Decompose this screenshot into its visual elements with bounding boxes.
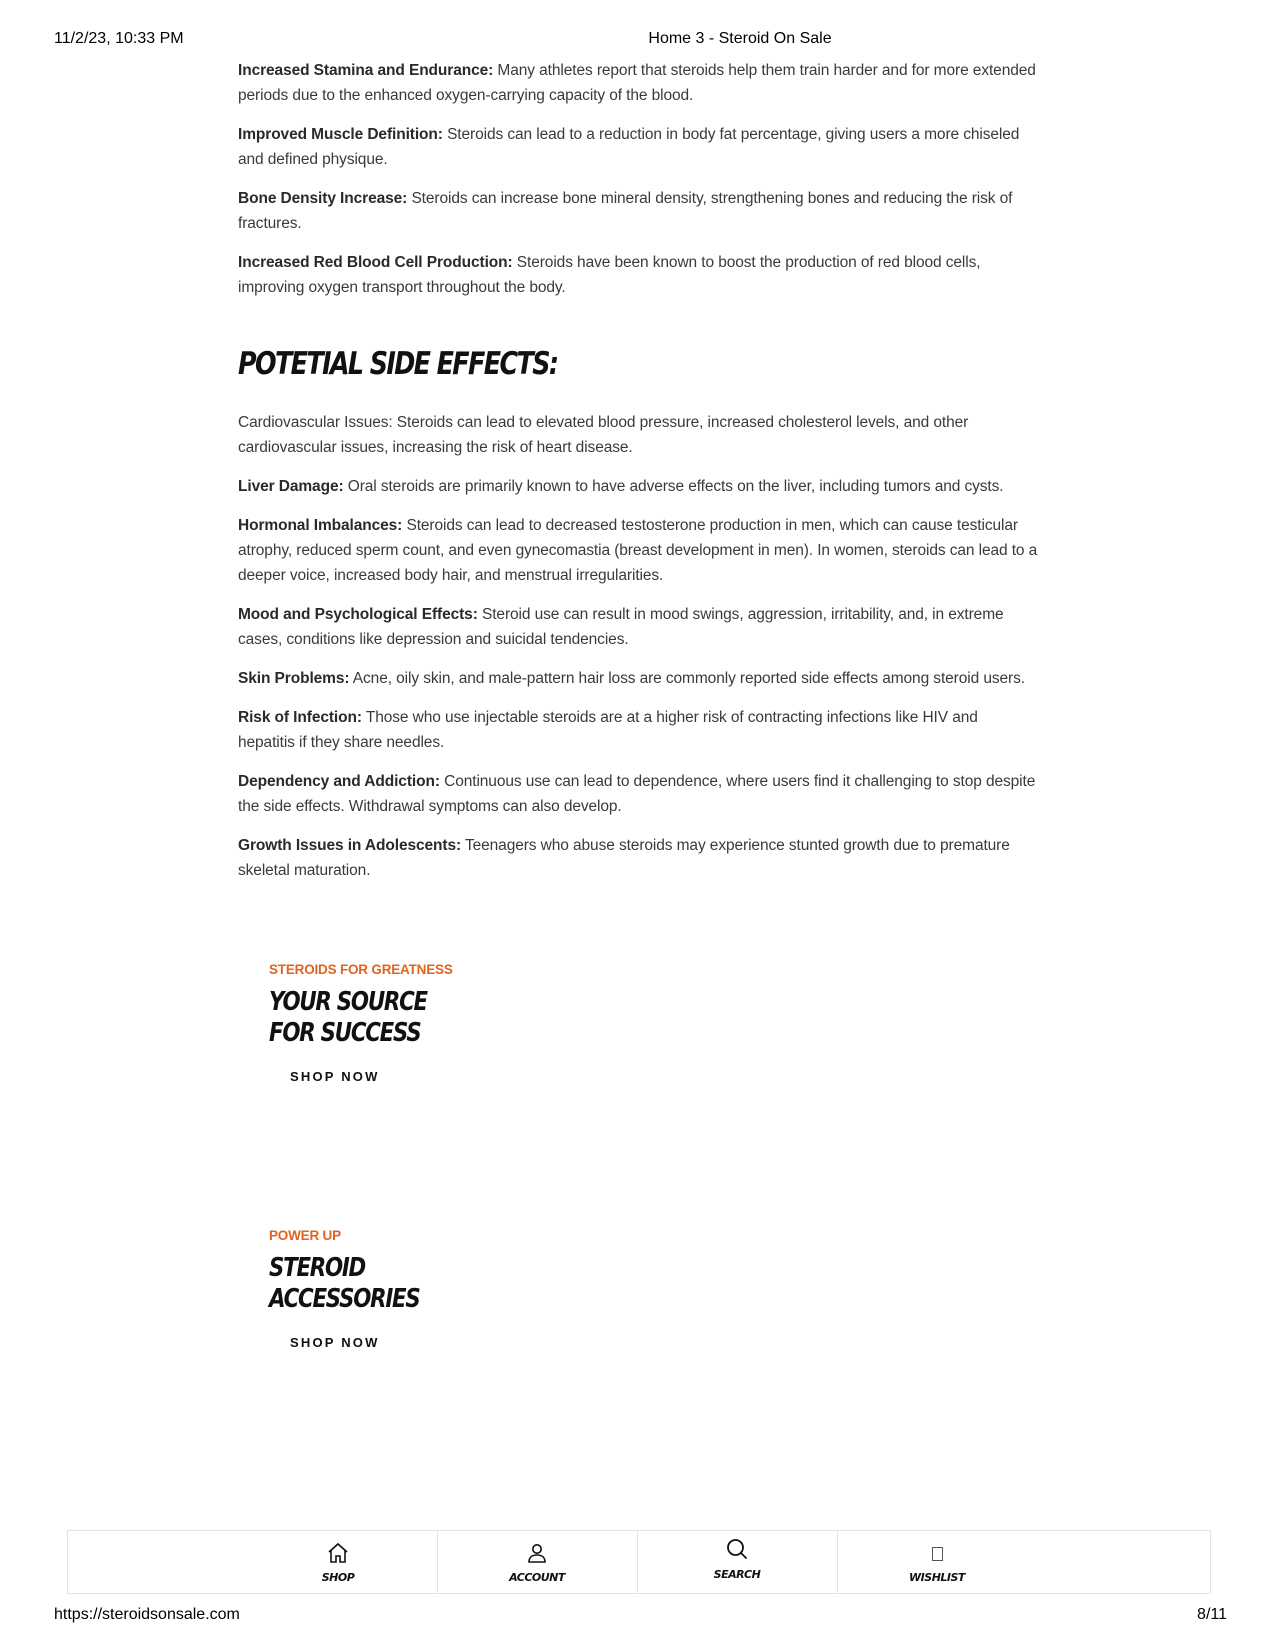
print-datetime: 11/2/23, 10:33 PM xyxy=(54,30,184,47)
side-effect-text: Teenagers who abuse steroids may experience stunted growth due to premature skeletal maturation. xyxy=(238,837,1010,879)
side-effect-text: Those who use injectable steroids are at a higher risk of contracting infections like HIV and hepatitis if they share needles. xyxy=(238,709,978,751)
side-effect-lead: Mood and Psychological Effects: xyxy=(238,606,478,623)
side-effect-lead: Growth Issues in Adolescents: xyxy=(238,837,462,854)
benefit-lead: Increased Red Blood Cell Production: xyxy=(238,254,513,271)
print-header xyxy=(0,30,1275,52)
nav-account[interactable] xyxy=(437,1531,638,1593)
promo-heading-line: STEROID xyxy=(269,1253,366,1283)
nav-label: ACCOUNT xyxy=(509,1571,565,1584)
benefit-item xyxy=(238,186,1038,236)
benefit-text: Steroids can lead to a reduction in body fat percentage, giving users a more chiseled and defined physique. xyxy=(238,126,1020,168)
promo-eyebrow: STEROIDS FOR GREATNESS xyxy=(269,962,453,977)
benefit-text: Many athletes report that steroids help them train harder and for more extended periods due to the enhanced oxygen-carrying capacity of the blood. xyxy=(238,62,1036,104)
side-effect-text: Acne, oily skin, and male-pattern hair loss are commonly reported side effects among steroid users. xyxy=(349,670,1025,687)
benefit-item xyxy=(238,122,1038,172)
nav-search[interactable] xyxy=(637,1531,838,1593)
side-effect-lead: Hormonal Imbalances: xyxy=(238,517,403,534)
promo-heading-line: ACCESSORIES xyxy=(269,1284,420,1314)
bottom-nav-bar xyxy=(67,1530,1211,1594)
benefit-text: Steroids have been known to boost the production of red blood cells, improving oxygen transport throughout the body. xyxy=(238,254,981,296)
shop-now-button[interactable]: SHOP NOW xyxy=(290,1069,380,1084)
benefit-lead: Increased Stamina and Endurance: xyxy=(238,62,494,79)
promo-heading xyxy=(269,987,427,1049)
benefit-lead: Improved Muscle Definition: xyxy=(238,126,443,143)
nav-label: SHOP xyxy=(321,1571,355,1584)
promo-eyebrow: POWER UP xyxy=(269,1228,341,1243)
article-content xyxy=(238,58,1038,897)
side-effect-text: Steroid use can result in mood swings, aggression, irritability, and, in extreme cases, conditions like depression and suicidal tendencies. xyxy=(238,606,1004,648)
side-effect-text: Steroids can lead to decreased testosterone production in men, which can cause testicular atrophy, reduced sperm count, and even gynecomastia (breast development in men). In women, steroids can lead to a deeper voice, increased body hair, and menstrual irregularities. xyxy=(238,517,1038,584)
nav-wishlist[interactable] xyxy=(837,1531,1037,1593)
benefit-item xyxy=(238,58,1038,108)
print-url: https://steroidsonsale.com xyxy=(54,1606,240,1623)
side-effect-lead: Risk of Infection: xyxy=(238,709,362,726)
missing-glyph-icon xyxy=(930,1543,944,1563)
promo-banner-success xyxy=(269,962,462,1086)
side-effect-item xyxy=(238,705,1038,755)
side-effect-item xyxy=(238,513,1038,588)
benefit-text: Steroids can increase bone mineral density, strengthening bones and reducing the risk of fractures. xyxy=(238,190,1013,232)
print-page-number: 8/11 xyxy=(1197,1606,1227,1623)
side-effect-lead: Dependency and Addiction: xyxy=(238,773,440,790)
side-effect-item xyxy=(238,474,1038,499)
promo-heading xyxy=(269,1253,420,1315)
benefit-item xyxy=(238,250,1038,300)
promo-banner-accessories xyxy=(269,1228,453,1352)
side-effect-item xyxy=(238,602,1038,652)
home-icon xyxy=(326,1541,350,1565)
side-effect-lead: Liver Damage: xyxy=(238,478,344,495)
side-effects-intro: Cardiovascular Issues: Steroids can lead to elevated blood pressure, increased cholesterol levels, and other cardiovascular issues, increasing the risk of heart disease. xyxy=(238,414,969,456)
print-page-title: Home 3 - Steroid On Sale xyxy=(648,30,832,47)
side-effect-item xyxy=(238,833,1038,883)
side-effect-lead: Skin Problems: xyxy=(238,670,350,687)
side-effect-item xyxy=(238,666,1038,691)
promo-heading-line: YOUR SOURCE xyxy=(269,987,427,1017)
benefit-lead: Bone Density Increase: xyxy=(238,190,408,207)
search-icon xyxy=(725,1537,749,1561)
side-effect-text: Oral steroids are primarily known to have adverse effects on the liver, including tumors and cysts. xyxy=(343,478,1004,495)
side-effects-heading: POTETIAL SIDE EFFECTS: xyxy=(238,346,558,382)
nav-label: SEARCH xyxy=(713,1568,761,1581)
nav-label: WISHLIST xyxy=(909,1571,965,1584)
side-effect-text: Continuous use can lead to dependence, where users find it challenging to stop despite the side effects. Withdrawal symptoms can also develop. xyxy=(238,773,1036,815)
side-effect-item xyxy=(238,769,1038,819)
shop-now-button[interactable]: SHOP NOW xyxy=(290,1335,380,1350)
user-icon xyxy=(525,1541,549,1565)
nav-shop[interactable] xyxy=(68,1531,438,1593)
promo-heading-line: FOR SUCCESS xyxy=(269,1018,421,1048)
